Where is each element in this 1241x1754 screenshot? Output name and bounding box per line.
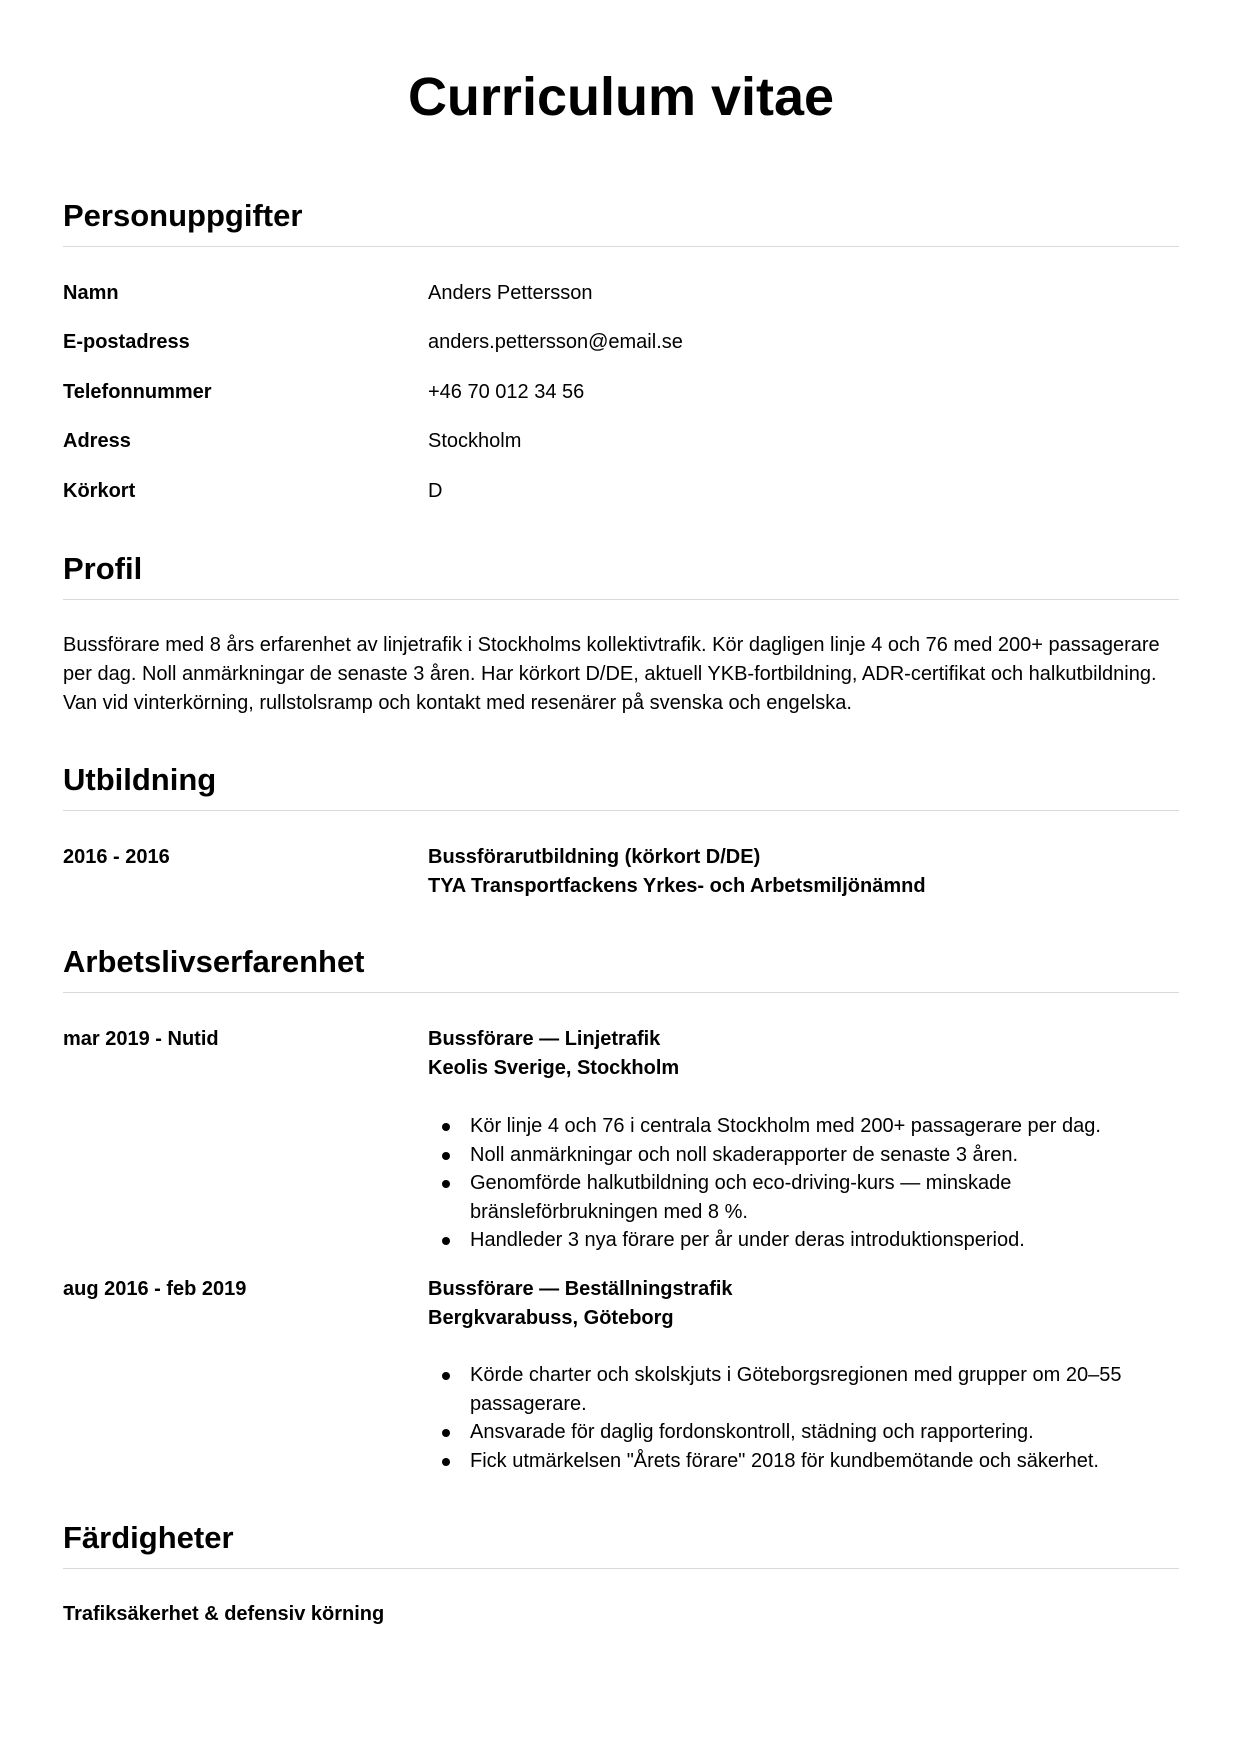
bullet-text: Körde charter och skolskjuts i Göteborgsregionen med grupper om 20–55 passagerare. <box>470 1364 1122 1415</box>
list-item <box>428 1226 1179 1255</box>
education-school: TYA Transportfackens Yrkes- och Arbetsmiljönämnd <box>428 875 926 897</box>
experience-bullet-list <box>428 1112 1179 1255</box>
section-heading-personal: Personuppgifter <box>63 198 303 233</box>
personal-label-phone: Telefonnummer <box>63 381 212 403</box>
personal-label-address: Adress <box>63 430 131 452</box>
section-heading-profile: Profil <box>63 551 143 586</box>
bullet-dot-icon <box>442 1123 450 1131</box>
bullet-text: Handleder 3 nya förare per år under deras introduktionsperiod. <box>470 1229 1025 1252</box>
list-item <box>428 1361 1179 1418</box>
section-divider <box>63 810 1179 811</box>
personal-value-address: Stockholm <box>428 430 522 452</box>
list-item <box>428 1112 1179 1141</box>
experience-period: mar 2019 - Nutid <box>63 1028 219 1050</box>
bullet-dot-icon <box>442 1458 450 1466</box>
list-item <box>428 1418 1179 1447</box>
list-item <box>428 1447 1179 1476</box>
experience-role: Bussförare — Linjetrafik <box>428 1028 661 1050</box>
bullet-text: Kör linje 4 och 76 i centrala Stockholm med 200+ passagerare per dag. <box>470 1115 1101 1137</box>
skill-item: Trafiksäkerhet & defensiv körning <box>63 1603 385 1625</box>
bullet-dot-icon <box>442 1180 450 1188</box>
section-divider <box>63 992 1179 993</box>
section-heading-skills: Färdigheter <box>63 1520 234 1555</box>
personal-value-name: Anders Pettersson <box>428 282 593 304</box>
personal-value-phone: +46 70 012 34 56 <box>428 381 585 403</box>
experience-period: aug 2016 - feb 2019 <box>63 1278 247 1300</box>
personal-label-name: Namn <box>63 282 119 304</box>
experience-employer: Bergkvarabuss, Göteborg <box>428 1307 674 1329</box>
education-period: 2016 - 2016 <box>63 846 170 868</box>
bullet-dot-icon <box>442 1152 450 1160</box>
experience-role: Bussförare — Beställningstrafik <box>428 1278 733 1300</box>
section-heading-education: Utbildning <box>63 762 217 797</box>
bullet-dot-icon <box>442 1237 450 1245</box>
bullet-text: Ansvarade för daglig fordonskontroll, städning och rapportering. <box>470 1421 1034 1444</box>
bullet-text: Fick utmärkelsen "Årets förare" 2018 för kundbemötande och säkerhet. <box>470 1449 1099 1472</box>
experience-bullet-list <box>428 1361 1179 1475</box>
section-divider <box>63 1568 1179 1569</box>
profile-text: Bussförare med 8 års erfarenhet av linjetrafik i Stockholms kollektivtrafik. Kör dagligen linje 4 och 76 med 200+ passagerare per dag. Noll anmärkningar de senaste 3 åren. Har körkort D/DE, aktuell YKB-fortbildning, ADR-certifikat och halkutbildning. Van vid vinterkörning, rullstolsramp och kontakt med resenärer på svenska och engelska. <box>63 634 1160 714</box>
section-divider <box>63 599 1179 600</box>
personal-label-license: Körkort <box>63 480 136 502</box>
bullet-dot-icon <box>442 1372 450 1380</box>
personal-label-email: E-postadress <box>63 331 190 353</box>
personal-value-license: D <box>428 480 443 502</box>
bullet-text: Noll anmärkningar och noll skaderapporter de senaste 3 åren. <box>470 1143 1019 1166</box>
section-divider <box>63 246 1179 247</box>
section-heading-experience: Arbetslivserfarenhet <box>63 944 365 979</box>
education-degree: Bussförarutbildning (körkort D/DE) <box>428 846 761 868</box>
experience-employer: Keolis Sverige, Stockholm <box>428 1057 680 1079</box>
list-item <box>428 1169 1179 1226</box>
personal-value-email: anders.pettersson@email.se <box>428 331 683 353</box>
bullet-dot-icon <box>442 1429 450 1437</box>
bullet-text: Genomförde halkutbildning och eco-driving-kurs — minskade bränsleförbrukningen med 8 %. <box>470 1172 1012 1223</box>
list-item <box>428 1141 1179 1170</box>
document-title: Curriculum vitae <box>407 67 835 127</box>
